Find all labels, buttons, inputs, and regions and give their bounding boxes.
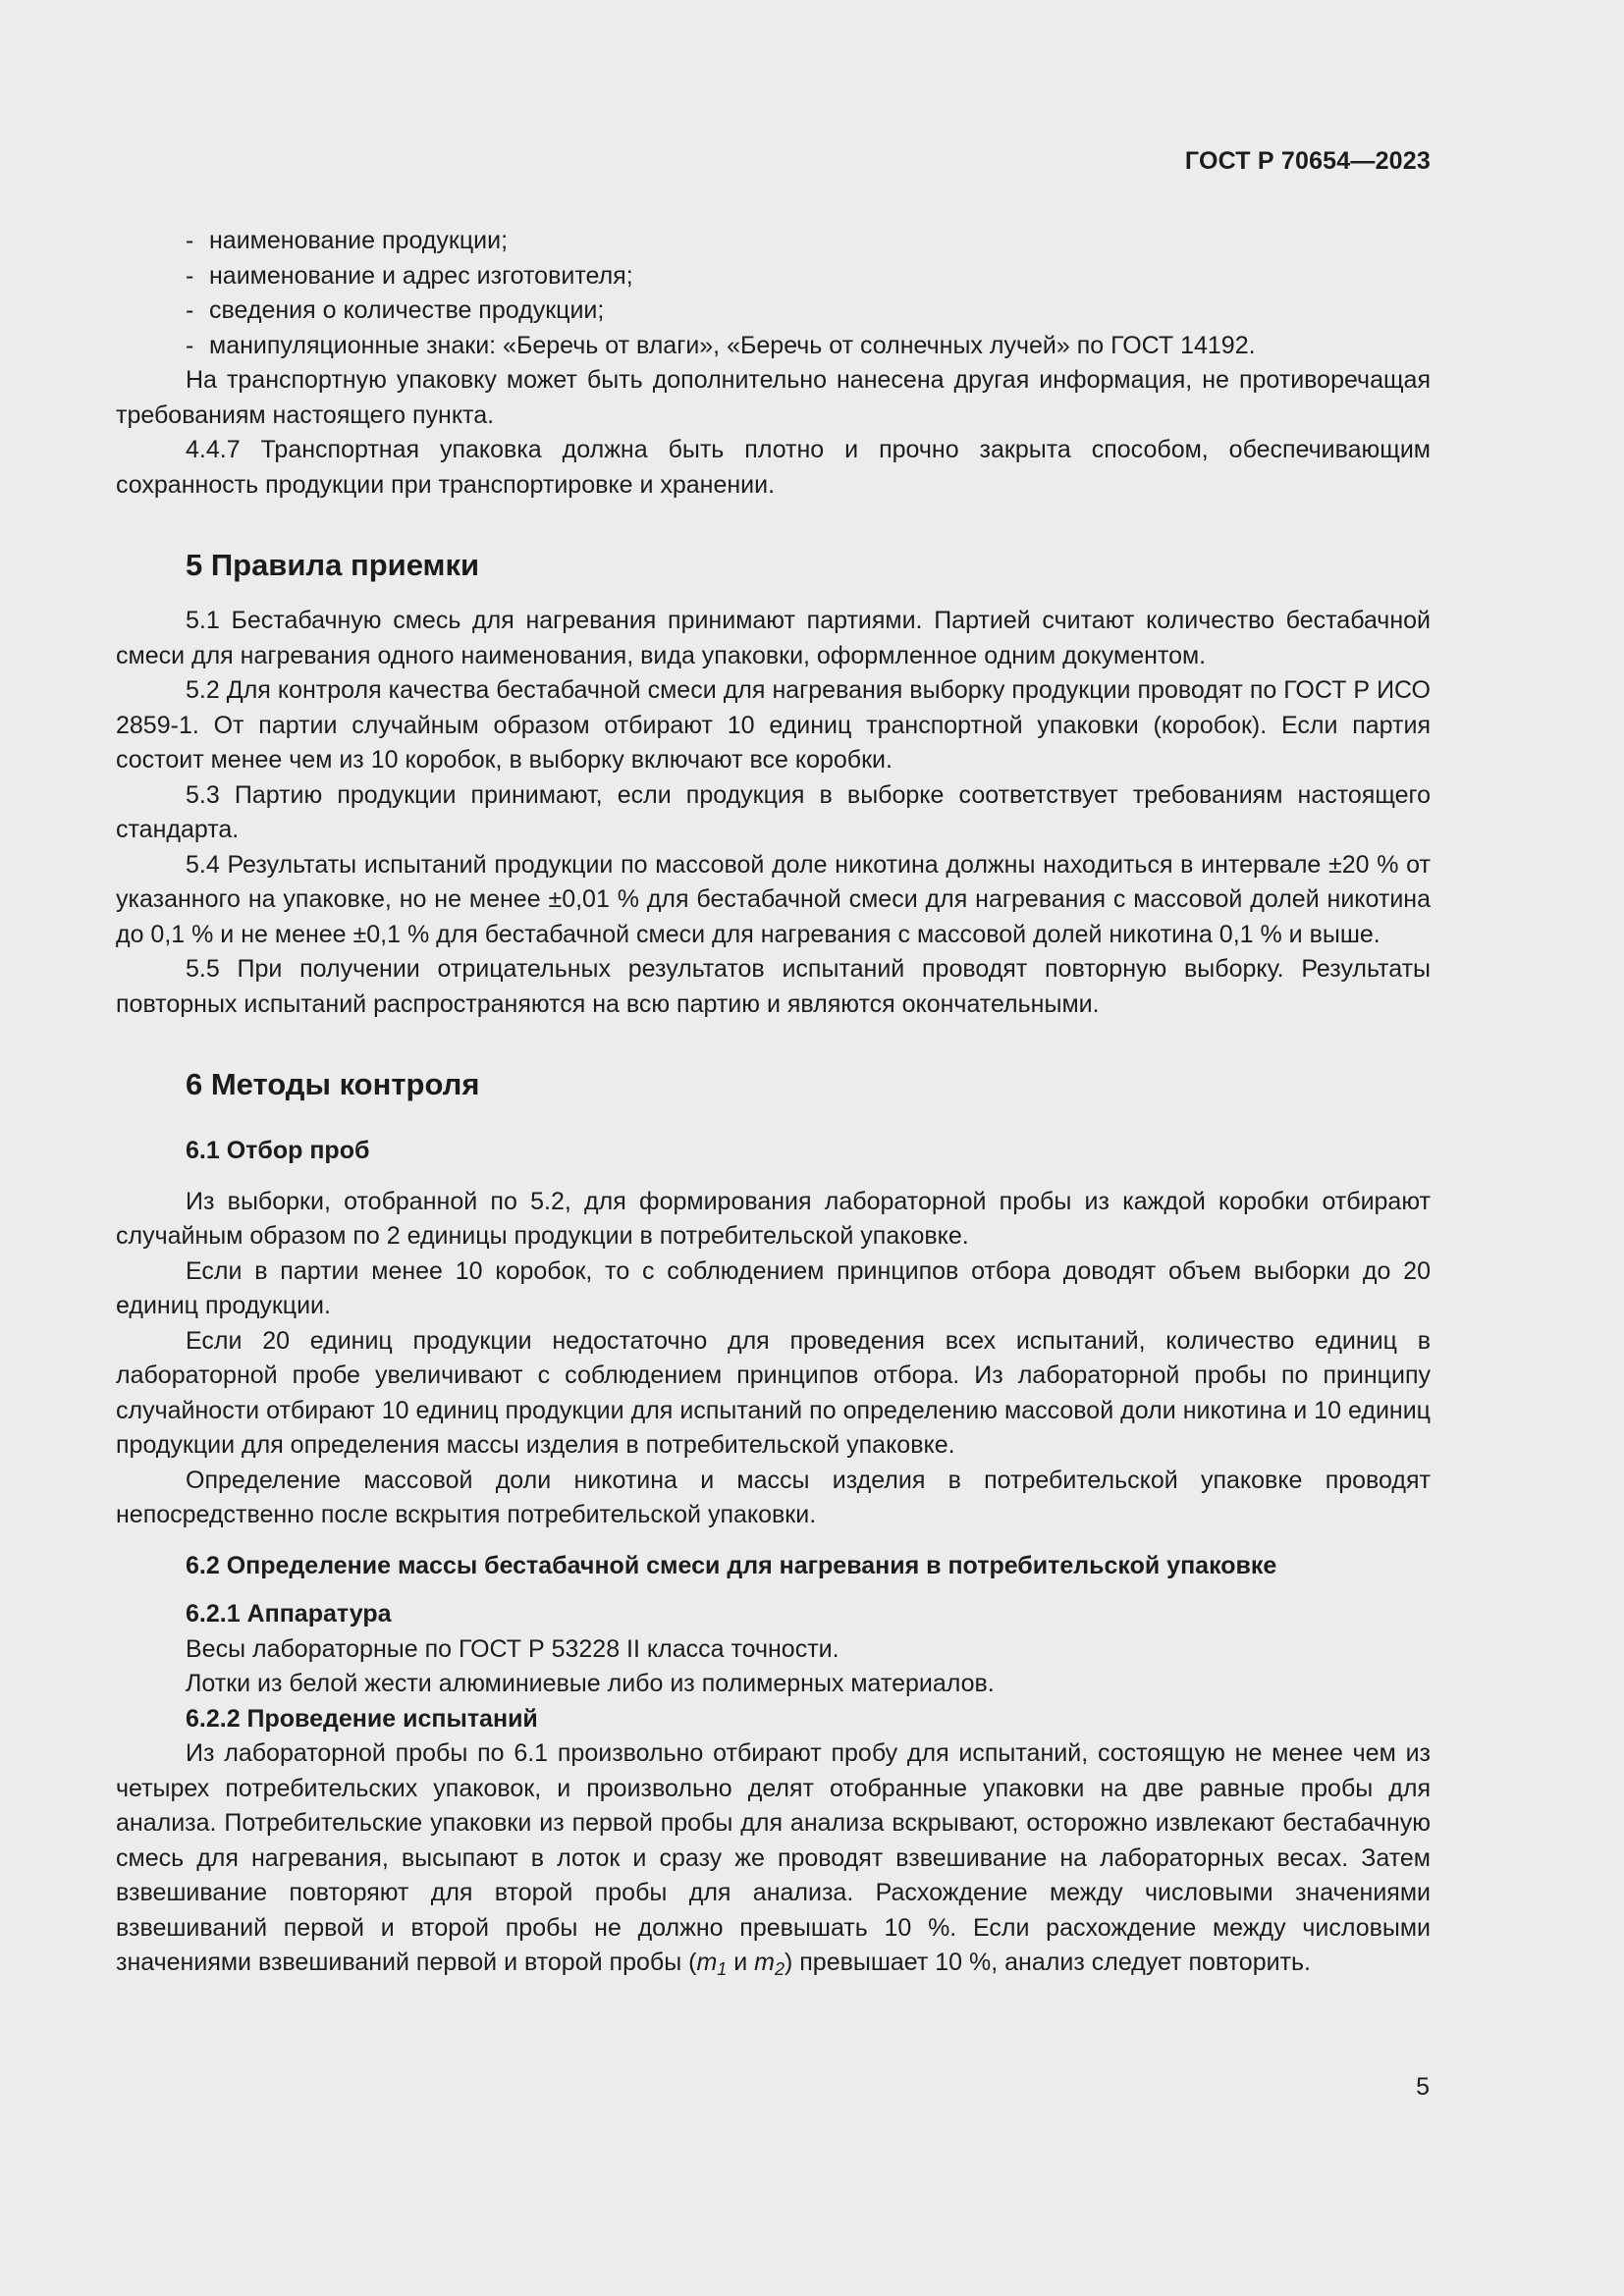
m1-symbol: $m_1$ (696, 1949, 728, 1979)
paragraph-5-4: 5.4 Результаты испытаний продукции по массовой доле никотина должны находиться в интервале ±20 % от указанного на упаковке, но не менее ±0,01 % для бестабачной смеси для нагревания с массовой долей никотина до 0,1 % и не менее ±0,1 % для бестабачной смеси для нагревания с массовой долей никотина 0,1 % и выше. (116, 850, 1431, 948)
page-number: 5 (1416, 2073, 1430, 2101)
subsection-6-2-1-heading: 6.2.1 Аппаратура (186, 1600, 392, 1628)
document-code-header: ГОСТ Р 70654—2023 (1184, 147, 1431, 175)
paragraph: Определение массовой доли никотина и массы изделия в потребительской упаковке проводят непосредственно после вскрытия потребительской упаковки. (116, 1466, 1431, 1528)
dash-bullet-icon: - (186, 227, 194, 254)
list-item: - сведения о количестве продукции; (186, 294, 1431, 329)
dash-bullet-icon: - (186, 296, 194, 324)
paragraph-5-2: 5.2 Для контроля качества бестабачной смеси для нагревания выборку продукции проводят по ГОСТ Р ИСО 2859-1. От партии случайным образом отбирают 10 единиц транспортной упаковки (коробок). Если партия состоит менее чем из 10 коробок, в выборку включают все коробки. (116, 676, 1431, 774)
equipment-line: Весы лабораторные по ГОСТ Р 53228 II класса точности. (186, 1634, 839, 1663)
list-item: - наименование и адрес изготовителя; (186, 259, 1431, 294)
m2-symbol: $m_2$ (754, 1949, 785, 1979)
paragraph-5-5: 5.5 При получении отрицательных результатов испытаний проводят повторную выборку. Результаты повторных испытаний распространяются на всю партию и являются окончательными. (116, 955, 1431, 1018)
list-item: - наименование продукции; (186, 224, 1431, 259)
subsection-6-1-heading: 6.1 Отбор проб (186, 1137, 370, 1164)
equipment-line: Лотки из белой жести алюминиевые либо из полимерных материалов. (186, 1670, 995, 1697)
paragraph: Если в партии менее 10 коробок, то с соблюдением принципов отбора доводят объем выборки до 20 единиц продукции. (116, 1256, 1431, 1319)
paragraph-6-2-2: Из лабораторной пробы по 6.1 произвольно отбирают пробу для испытаний, состоящую не менее чем из четырех потребительских упаковок, и произвольно делят отобранные упаковки на две равные пробы для анализа. Потребительские упаковки из первой пробы для анализа вскрывают, осторожно извлекают бестабачную смесь для нагревания, высыпают в лоток и сразу же проводят взвешивание на лабораторных весах. Затем взвешивание повторяют для второй пробы для анализа. Расхождение между числовыми значениями взвешиваний первой и второй пробы не должно превышать 10 %. Если расхождение между числовыми значениями взвешиваний первой и второй пробы ($m_1$ и $m_2$) превышает 10 %, анализ следует повторить. (116, 1739, 1431, 1979)
paragraph: На транспортную упаковку может быть дополнительно нанесена другая информация, не противоречащая требованиям настоящего пункта. (116, 366, 1431, 429)
page-content (116, 224, 1431, 1988)
section-6-heading: 6 Методы контроля (186, 1067, 480, 1101)
paragraph-5-1: 5.1 Бестабачную смесь для нагревания принимают партиями. Партией считают количество бестабачной смеси для нагревания одного наименования, вида упаковки, оформленное одним документом. (116, 607, 1431, 669)
paragraph: Из выборки, отобранной по 5.2, для формирования лабораторной пробы из каждой коробки отбирают случайным образом по 2 единицы продукции в потребительской упаковке. (116, 1187, 1431, 1250)
paragraph: Если 20 единиц продукции недостаточно для проведения всех испытаний, количество единиц в лабораторной пробе увеличивают с соблюдением принципов отбора. Из лабораторной пробы по принципу случайности отбирают 10 единиц продукции для испытаний по определению массовой доли никотина и 10 единиц продукции для определения массы изделия в потребительской упаковке. (116, 1326, 1431, 1459)
paragraph-4-4-7: 4.4.7 Транспортная упаковка должна быть плотно и прочно закрыта способом, обеспечивающим сохранность продукции при транспортировке и хранении. (116, 436, 1431, 499)
dash-bullet-icon: - (186, 261, 194, 290)
section-5-heading: 5 Правила приемки (186, 548, 480, 582)
dash-bullet-icon: - (186, 331, 194, 359)
subsection-6-2-2-heading: 6.2.2 Проведение испытаний (186, 1704, 538, 1733)
paragraph-5-3: 5.3 Партию продукции принимают, если продукция в выборке соответствует требованиям настоящего стандарта. (116, 780, 1431, 843)
subsection-6-2-heading: 6.2 Определение массы бестабачной смеси для нагревания в потребительской упаковке (186, 1551, 1277, 1579)
list-item: - манипуляционные знаки: «Беречь от влаги», «Беречь от солнечных лучей» по ГОСТ 14192. (186, 329, 1431, 364)
